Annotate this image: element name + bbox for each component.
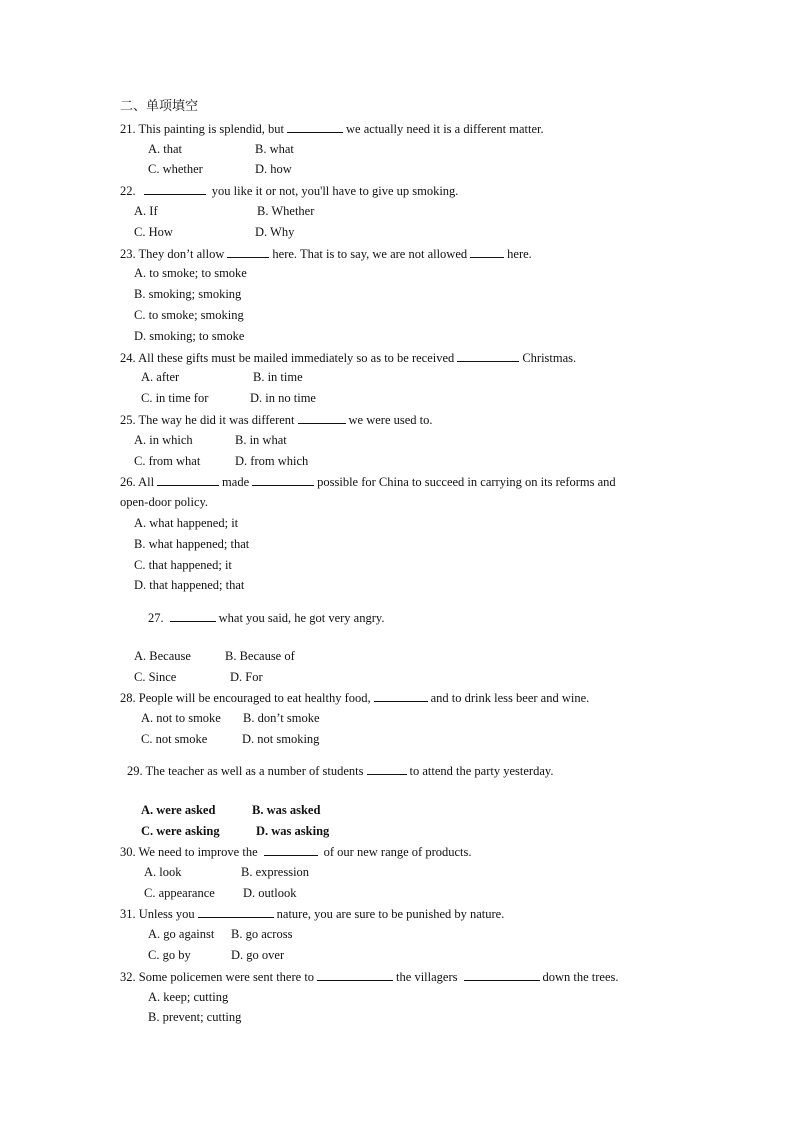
question-text: They don’t allow — [138, 247, 225, 261]
answer-blank — [298, 411, 346, 424]
answer-blank — [287, 120, 343, 133]
option-b: B. go across — [231, 927, 293, 941]
question-text: made — [222, 475, 250, 489]
option-c: C. in time for — [141, 391, 209, 405]
option-c: C. appearance — [144, 886, 215, 900]
question-text: down the trees. — [542, 970, 619, 984]
question-number: 25. — [120, 413, 136, 427]
option-a: A. not to smoke — [141, 711, 221, 725]
answer-blank — [457, 349, 519, 362]
option-c: C. whether — [148, 162, 203, 176]
question-24 — [120, 349, 576, 366]
option-a: A. that — [148, 142, 183, 156]
option-a: A. what happened; it — [134, 516, 239, 530]
question-number: 30. — [120, 845, 136, 859]
question-32 — [120, 968, 619, 985]
option-c: C. were asking — [141, 824, 220, 838]
option-b: B. Because of — [225, 649, 295, 663]
question-number: 24. — [120, 351, 136, 365]
question-29 — [127, 762, 553, 779]
option-b: B. expression — [241, 865, 310, 879]
option-d: D. smoking; to smoke — [134, 329, 245, 343]
question-number: 23. — [120, 247, 136, 261]
question-number: 22. — [120, 184, 136, 198]
answer-blank — [367, 762, 407, 775]
question-number: 28. — [120, 691, 136, 705]
option-a: A. after — [141, 370, 180, 384]
question-text: of our new range of products. — [323, 845, 472, 859]
option-d: D. was asking — [256, 824, 330, 838]
option-d: D. that happened; that — [134, 578, 245, 592]
question-text: We need to improve the — [138, 845, 258, 859]
option-c: C. not smoke — [141, 732, 208, 746]
option-b: B. what — [255, 142, 294, 156]
answer-blank — [470, 245, 504, 258]
question-number: 21. — [120, 122, 136, 136]
question-text: you like it or not, you'll have to give up smoking. — [211, 184, 459, 198]
answer-blank — [374, 689, 428, 702]
option-b: B. prevent; cutting — [148, 1010, 242, 1024]
option-a: A. keep; cutting — [148, 990, 229, 1004]
option-b: B. was asked — [252, 803, 321, 817]
option-a: A. to smoke; to smoke — [134, 266, 247, 280]
question-27 — [148, 609, 384, 626]
option-c: C. How — [134, 225, 173, 239]
option-a: A. Because — [134, 649, 191, 663]
option-d: D. For — [230, 670, 263, 684]
question-31 — [120, 905, 504, 922]
option-d: D. Why — [255, 225, 295, 239]
question-text: and to drink less beer and wine. — [430, 691, 590, 705]
question-text: the villagers — [396, 970, 458, 984]
option-a: A. look — [144, 865, 182, 879]
question-text: to attend the party yesterday. — [409, 764, 554, 778]
question-text: Some policemen were sent there to — [138, 970, 315, 984]
question-text: This painting is splendid, but — [138, 122, 285, 136]
question-number: 29. — [127, 764, 143, 778]
answer-blank — [170, 609, 216, 622]
option-d: D. in no time — [250, 391, 316, 405]
question-text: we actually need it is a different matter. — [346, 122, 544, 136]
question-number: 27. — [148, 611, 164, 625]
option-c: C. that happened; it — [134, 558, 232, 572]
option-d: D. from which — [235, 454, 309, 468]
question-text: People will be encouraged to eat healthy food, — [138, 691, 371, 705]
question-30 — [120, 843, 472, 860]
answer-blank — [252, 473, 314, 486]
option-b: B. smoking; smoking — [134, 287, 242, 301]
option-d: D. not smoking — [242, 732, 320, 746]
question-text: All these gifts must be mailed immediately so as to be received — [138, 351, 455, 365]
option-c: C. to smoke; smoking — [134, 308, 244, 322]
answer-blank — [157, 473, 219, 486]
question-21 — [120, 120, 544, 137]
option-a: A. in which — [134, 433, 193, 447]
question-25 — [120, 411, 433, 428]
question-continuation: open-door policy. — [120, 495, 209, 509]
question-text: Unless you — [138, 907, 195, 921]
answer-blank — [227, 245, 269, 258]
option-b: B. in what — [235, 433, 287, 447]
option-c: C. Since — [134, 670, 177, 684]
question-text: nature, you are sure to be punished by nature. — [276, 907, 505, 921]
option-c: C. from what — [134, 454, 201, 468]
option-a: A. were asked — [141, 803, 216, 817]
option-a: A. If — [134, 204, 158, 218]
section-title: 二、单项填空 — [120, 99, 199, 114]
question-number: 32. — [120, 970, 136, 984]
question-text: what you said, he got very angry. — [218, 611, 385, 625]
question-28 — [120, 689, 589, 706]
question-text: here. — [507, 247, 532, 261]
option-b: B. what happened; that — [134, 537, 250, 551]
answer-blank — [464, 968, 540, 981]
option-d: D. how — [255, 162, 292, 176]
question-23 — [120, 245, 532, 262]
option-d: D. outlook — [243, 886, 297, 900]
answer-blank — [198, 905, 274, 918]
question-number: 31. — [120, 907, 136, 921]
answer-blank — [264, 843, 318, 856]
option-a: A. go against — [148, 927, 215, 941]
question-26 — [120, 473, 616, 490]
question-22 — [120, 182, 458, 199]
question-text: Christmas. — [522, 351, 577, 365]
option-b: B. don’t smoke — [243, 711, 320, 725]
question-text: The way he did it was different — [138, 413, 295, 427]
question-text: All — [138, 475, 155, 489]
question-text: we were used to. — [348, 413, 433, 427]
question-text: The teacher as well as a number of students — [145, 764, 364, 778]
option-b: B. Whether — [257, 204, 315, 218]
question-text: possible for China to succeed in carrying on its reforms and — [317, 475, 616, 489]
answer-blank — [317, 968, 393, 981]
question-text: here. That is to say, we are not allowed — [272, 247, 468, 261]
question-number: 26. — [120, 475, 136, 489]
option-c: C. go by — [148, 948, 191, 962]
option-d: D. go over — [231, 948, 285, 962]
answer-blank — [144, 182, 206, 195]
option-b: B. in time — [253, 370, 303, 384]
